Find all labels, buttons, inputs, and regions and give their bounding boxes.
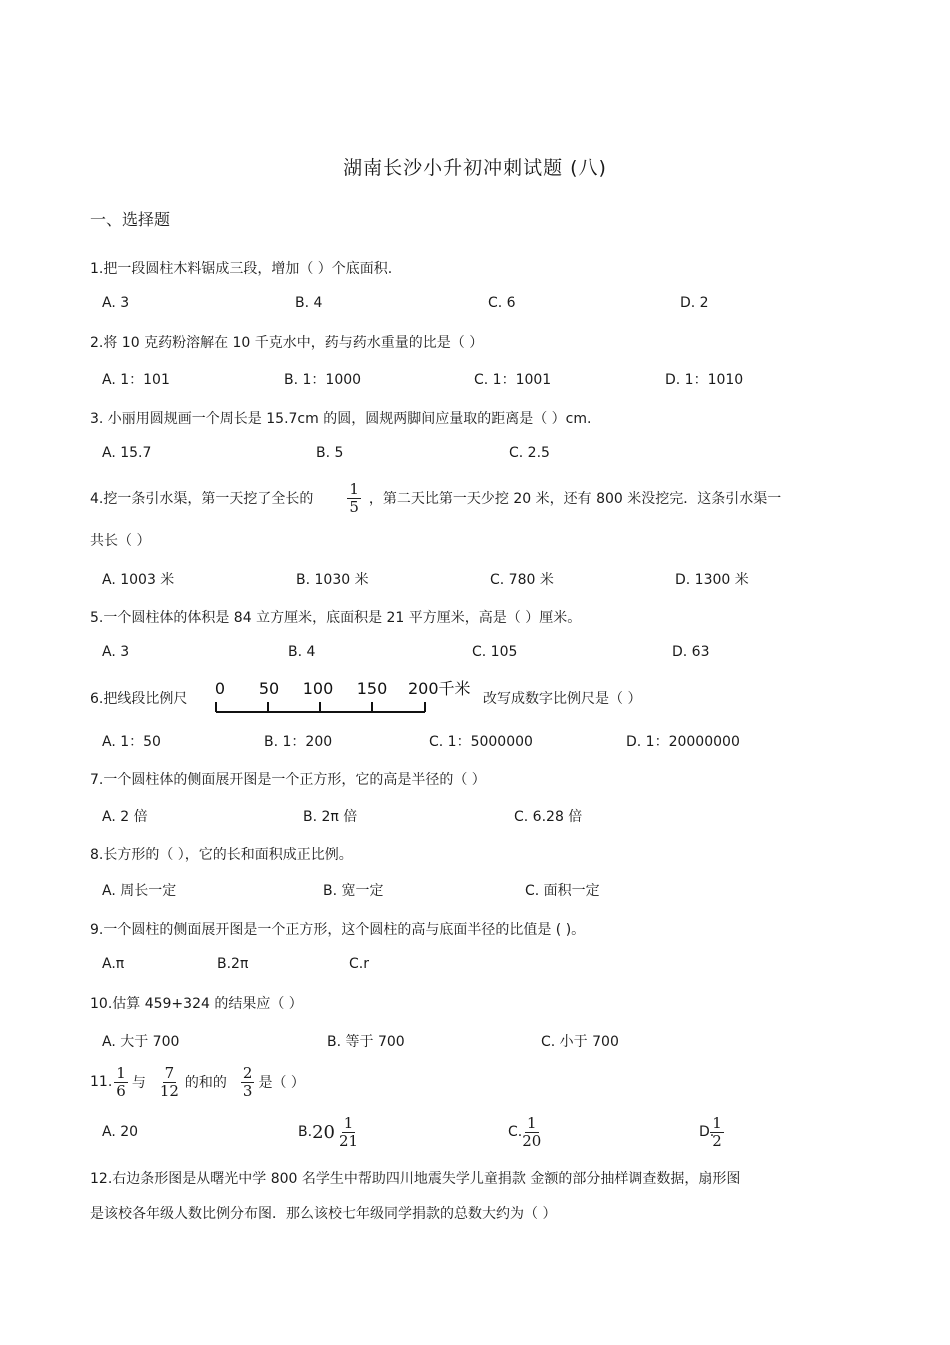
q9-option-c: C.r <box>349 956 369 972</box>
q8-option-c: C. 面积一定 <box>525 883 600 899</box>
q11-option-b-fraction <box>337 1113 360 1150</box>
q2-option-c: C. 1：1001 <box>474 372 552 388</box>
question-2: 2.将 10 克药粉溶解在 10 千克水中，药与药水重量的比是（ ） <box>90 335 484 351</box>
question-6-prefix: 6.把线段比例尺 <box>90 691 188 707</box>
q11-option-a: A. 20 <box>102 1124 139 1140</box>
q4-prefix: 4.挖一条引水渠，第一天挖了全长的 <box>90 491 314 507</box>
q6-option-a: A. 1：50 <box>102 734 161 750</box>
q10-option-a: A. 大于 700 <box>102 1034 180 1050</box>
question-4 <box>90 480 781 516</box>
q5-option-a: A. 3 <box>102 644 130 660</box>
q11-optb-den: 21 <box>338 1131 359 1150</box>
question-12-line2: 是该校各年级人数比例分布图．那么该校七年级同学捐款的总数大约为（ ） <box>90 1206 557 1222</box>
q11-optc-num: 1 <box>527 1113 537 1132</box>
section-heading: 一、选择题 <box>90 210 171 229</box>
question-12-line1: 12.右边条形图是从曙光中学 800 名学生中帮助四川地震失学儿童捐款 金额的部分抽样调查数据，扇形图 <box>90 1171 741 1187</box>
q11-f2-den: 12 <box>159 1081 179 1100</box>
scale-label-50: 50 <box>258 679 280 698</box>
page-title: 湖南长沙小升初冲刺试题 (八) <box>343 157 607 179</box>
q3-option-c: C. 2.5 <box>509 445 550 461</box>
q11-text-1: 与 <box>131 1075 146 1091</box>
q2-option-a: A. 1：101 <box>102 372 170 388</box>
q11-f3-den: 3 <box>242 1081 253 1100</box>
q3-option-b: B. 5 <box>316 445 344 461</box>
q11-option-b-label: B. <box>298 1124 313 1140</box>
q6-option-c: C. 1：5000000 <box>429 734 533 750</box>
q1-option-d: D. 2 <box>680 295 709 311</box>
q3-option-a: A. 15.7 <box>102 445 152 461</box>
q9-option-a: A.π <box>102 956 125 972</box>
q4-option-c: C. 780 米 <box>490 572 554 588</box>
q8-option-b: B. 宽一定 <box>323 883 384 899</box>
question-3: 3. 小丽用圆规画一个周长是 15.7cm 的圆，圆规两脚间应量取的距离是（ ）cm. <box>90 411 592 427</box>
q11-text-3: 是（ ） <box>258 1075 305 1091</box>
q11-optb-num: 1 <box>343 1113 354 1132</box>
q11-option-d-fraction <box>710 1113 724 1150</box>
scale-label-0: 0 <box>214 679 226 698</box>
scale-label-150: 150 <box>356 679 388 698</box>
q1-option-b: B. 4 <box>295 295 323 311</box>
q7-option-b: B. 2π 倍 <box>303 809 358 825</box>
question-8: 8.长方形的（ ），它的长和面积成正比例。 <box>90 847 353 863</box>
q1-option-a: A. 3 <box>102 295 130 311</box>
q11-option-d-label: D. <box>699 1124 715 1140</box>
q4-option-b: B. 1030 米 <box>296 572 369 588</box>
q8-option-a: A. 周长一定 <box>102 883 177 899</box>
q5-option-d: D. 63 <box>672 644 710 660</box>
q11-text-2: 的和的 <box>184 1075 227 1091</box>
q11-prefix: 11. <box>90 1074 113 1090</box>
q2-option-d: D. 1：1010 <box>665 372 744 388</box>
scale-label-100: 100 <box>302 679 334 698</box>
question-7: 7.一个圆柱体的侧面展开图是一个正方形，它的高是半径的（ ） <box>90 772 486 788</box>
q5-option-b: B. 4 <box>288 644 316 660</box>
q11-option-d <box>699 1112 724 1152</box>
question-1: 1.把一段圆柱木料锯成三段，增加（ ）个底面积. <box>90 261 393 277</box>
q4-option-a: A. 1003 米 <box>102 572 175 588</box>
q7-option-c: C. 6.28 倍 <box>514 809 583 825</box>
q4-suffix: ，第二天比第一天少挖 20 米，还有 800 米没挖完．这条引水渠一 <box>368 491 782 507</box>
q6-option-d: D. 1：20000000 <box>626 734 740 750</box>
q11-fraction-1 <box>114 1063 128 1100</box>
q4-fraction <box>347 479 361 516</box>
q11-fraction-2 <box>158 1063 181 1100</box>
question-6-suffix: 改写成数字比例尺是（ ） <box>483 691 642 707</box>
question-10: 10.估算 459+324 的结果应（ ） <box>90 996 303 1012</box>
q6-option-b: B. 1：200 <box>264 734 333 750</box>
question-11 <box>90 1062 305 1102</box>
q7-option-a: A. 2 倍 <box>102 809 148 825</box>
scale-ruler-line <box>216 702 425 712</box>
q4-fraction-den: 5 <box>349 497 359 516</box>
scale-label-200: 200千米 <box>408 679 471 698</box>
q9-option-b: B.2π <box>217 956 249 972</box>
q10-option-c: C. 小于 700 <box>541 1034 619 1050</box>
q11-option-c-label: C. <box>508 1124 523 1140</box>
q11-option-b <box>298 1112 360 1152</box>
q2-option-b: B. 1：1000 <box>284 372 362 388</box>
q11-fraction-3 <box>241 1063 255 1100</box>
line-scale-ruler <box>210 676 490 718</box>
q11-f2-num: 7 <box>164 1063 175 1082</box>
q1-option-c: C. 6 <box>488 295 516 311</box>
q4-fraction-num: 1 <box>349 479 359 498</box>
question-4-line2: 共长（ ） <box>90 533 151 549</box>
q10-option-b: B. 等于 700 <box>327 1034 405 1050</box>
q11-option-b-whole: 20 <box>312 1121 335 1143</box>
q11-f1-den: 6 <box>116 1081 126 1100</box>
question-5: 5.一个圆柱体的体积是 84 立方厘米，底面积是 21 平方厘米，高是（ ）厘米。 <box>90 610 582 626</box>
q11-optc-den: 20 <box>522 1131 542 1150</box>
q11-option-c-fraction <box>520 1113 543 1150</box>
q11-f3-num: 2 <box>242 1063 253 1082</box>
q11-optd-num: 1 <box>712 1113 722 1132</box>
q11-option-c <box>508 1112 543 1152</box>
q11-f1-num: 1 <box>116 1063 126 1082</box>
q11-optd-den: 2 <box>712 1131 722 1150</box>
q5-option-c: C. 105 <box>472 644 518 660</box>
q4-option-d: D. 1300 米 <box>675 572 749 588</box>
question-9: 9.一个圆柱的侧面展开图是一个正方形，这个圆柱的高与底面半径的比值是 ( )。 <box>90 922 586 938</box>
